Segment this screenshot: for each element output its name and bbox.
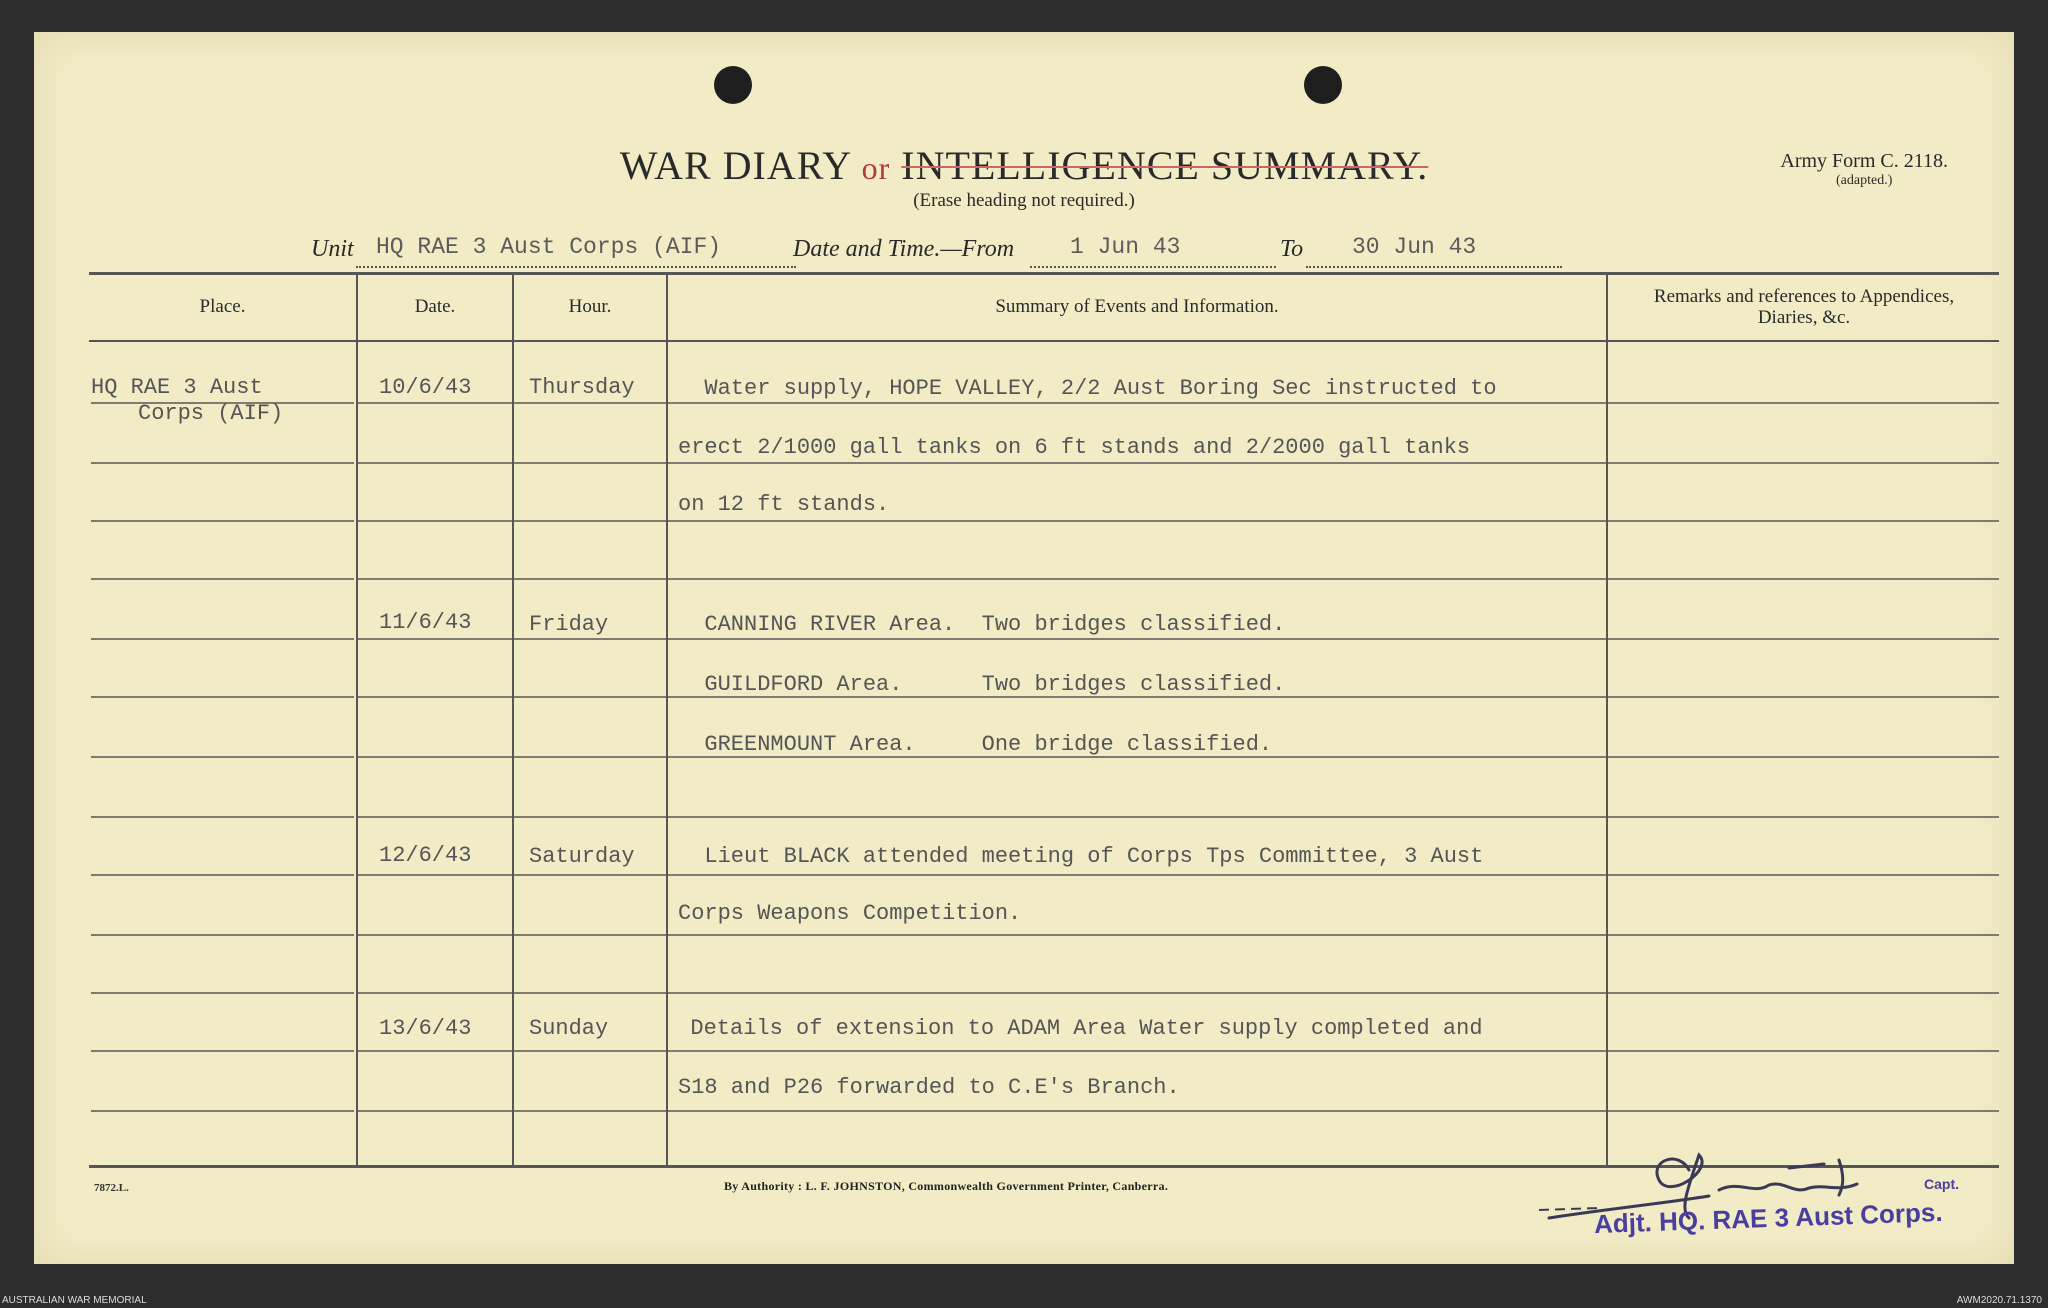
entry-summary-line: GREENMOUNT Area. One bridge classified. [678, 732, 1273, 757]
form-adapted: (adapted.) [1836, 173, 1893, 188]
entry-date: 10/6/43 [379, 375, 472, 400]
ruled-line [668, 578, 1606, 580]
ruled-line [668, 874, 1606, 876]
ruled-line [668, 402, 1606, 404]
ruled-line [668, 1110, 1606, 1112]
entry-summary-line: Water supply, HOPE VALLEY, 2/2 Aust Boring Sec instructed to [678, 376, 1497, 401]
archive-credit: AUSTRALIAN WAR MEMORIAL [2, 1295, 147, 1306]
ruled-line [358, 874, 512, 876]
column-header-date: Date. [414, 296, 456, 317]
column-header-place: Place. [199, 296, 246, 317]
ruled-line [91, 578, 354, 580]
entry-date: 13/6/43 [379, 1016, 472, 1041]
ruled-line [1608, 874, 1999, 876]
ruled-line [668, 934, 1606, 936]
ruled-line [91, 696, 354, 698]
ruled-line [91, 638, 354, 640]
table-top-border [89, 272, 1999, 275]
ruled-line [358, 402, 512, 404]
from-value: 1 Jun 43 [1070, 234, 1181, 260]
column-divider [512, 274, 514, 1167]
ruled-line [1608, 992, 1999, 994]
ruled-line [514, 1050, 666, 1052]
ruled-line [668, 638, 1606, 640]
entry-hour: Saturday [529, 844, 635, 869]
ruled-line [514, 402, 666, 404]
punch-hole [714, 66, 752, 104]
ruled-line [358, 578, 512, 580]
ruled-line [514, 1110, 666, 1112]
entry-date: 12/6/43 [379, 843, 472, 868]
punch-hole [1304, 66, 1342, 104]
entry-summary-line: S18 and P26 forwarded to C.E's Branch. [678, 1075, 1180, 1100]
ruled-line [358, 1110, 512, 1112]
ruled-line [514, 934, 666, 936]
title-struck: INTELLIGENCE SUMMARY. [901, 143, 1429, 188]
column-header-hour: Hour. [568, 296, 612, 317]
ruled-line [1608, 638, 1999, 640]
entry-summary-line: CANNING RIVER Area. Two bridges classified. [678, 612, 1286, 637]
printer-authority: By Authority : L. F. JOHNSTON, Commonwealth Government Printer, Canberra. [724, 1179, 1169, 1193]
entry-summary-line: Details of extension to ADAM Area Water supply completed and [664, 1016, 1483, 1041]
ruled-line [1608, 462, 1999, 464]
ruled-line [91, 520, 354, 522]
column-header-remarks: Remarks and references to Appendices, Diaries, &c. [1653, 286, 1955, 328]
ruled-line [1608, 816, 1999, 818]
title-or: or [861, 150, 891, 186]
entry-date: 11/6/43 [379, 610, 472, 635]
column-divider [1606, 274, 1608, 1167]
form-subtitle: (Erase heading not required.) [913, 190, 1135, 211]
form-code: 7872.L. [94, 1182, 129, 1194]
column-divider [356, 274, 358, 1167]
war-diary-page [34, 32, 2014, 1264]
ruled-line [1608, 402, 1999, 404]
to-label: To [1280, 236, 1304, 262]
ruled-line [91, 756, 354, 758]
to-value: 30 Jun 43 [1352, 234, 1477, 260]
ruled-line [514, 874, 666, 876]
ruled-line [91, 816, 354, 818]
ruled-line [668, 462, 1606, 464]
capt-stamp: Capt. [1924, 1176, 1959, 1192]
form-number [1780, 150, 1948, 189]
entry-summary-line: Corps Weapons Competition. [678, 901, 1022, 926]
ruled-line [358, 696, 512, 698]
ruled-line [358, 638, 512, 640]
ruled-line [1608, 696, 1999, 698]
ruled-line [91, 462, 354, 464]
entry-summary-line: Lieut BLACK attended meeting of Corps Tps Committee, 3 Aust [678, 844, 1484, 869]
ruled-line [358, 934, 512, 936]
ruled-line [668, 816, 1606, 818]
unit-value: HQ RAE 3 Aust Corps (AIF) [376, 234, 722, 260]
ruled-line [514, 816, 666, 818]
entry-hour: Thursday [529, 375, 635, 400]
entry-place: Corps (AIF) [138, 401, 284, 426]
ruled-line [358, 1050, 512, 1052]
ruled-line [1608, 578, 1999, 580]
ruled-line [514, 992, 666, 994]
entry-summary-line: GUILDFORD Area. Two bridges classified. [678, 672, 1286, 697]
form-title [34, 142, 2014, 189]
ruled-line [514, 462, 666, 464]
ruled-line [1608, 756, 1999, 758]
archive-reference: AWM2020.71.1370 [1956, 1295, 2042, 1306]
ruled-line [514, 756, 666, 758]
ruled-line [91, 992, 354, 994]
ruled-line [514, 578, 666, 580]
entry-place: HQ RAE 3 Aust [91, 375, 263, 400]
date-label: Date and Time.—From [793, 236, 1015, 262]
ruled-line [1608, 1110, 1999, 1112]
unit-label: Unit [311, 236, 354, 262]
adjutant-stamp: Adjt. HQ. RAE 3 Aust Corps. [1593, 1196, 1944, 1240]
title-war-diary: WAR DIARY [619, 143, 851, 188]
entry-summary-line: on 12 ft stands. [678, 492, 890, 517]
entry-hour: Friday [529, 612, 609, 637]
ruled-line [358, 756, 512, 758]
ruled-line [514, 696, 666, 698]
ruled-line [668, 1050, 1606, 1052]
ruled-line [514, 520, 666, 522]
entry-summary-line: erect 2/1000 gall tanks on 6 ft stands and 2/2000 gall tanks [678, 435, 1471, 460]
ruled-line [668, 520, 1606, 522]
form-number-text: Army Form C. 2118. [1780, 150, 1948, 172]
ruled-line [668, 992, 1606, 994]
ruled-line [358, 520, 512, 522]
ruled-line [91, 874, 354, 876]
ruled-line [358, 992, 512, 994]
ruled-line [91, 934, 354, 936]
ruled-line [514, 638, 666, 640]
ruled-line [1608, 934, 1999, 936]
ruled-line [1608, 520, 1999, 522]
ruled-line [358, 816, 512, 818]
ruled-line [91, 1110, 354, 1112]
header-bottom-border [89, 340, 1999, 342]
ruled-line [91, 1050, 354, 1052]
ruled-line [358, 462, 512, 464]
ruled-line [1608, 1050, 1999, 1052]
column-header-summary: Summary of Events and Information. [995, 296, 1279, 317]
entry-hour: Sunday [529, 1016, 609, 1041]
